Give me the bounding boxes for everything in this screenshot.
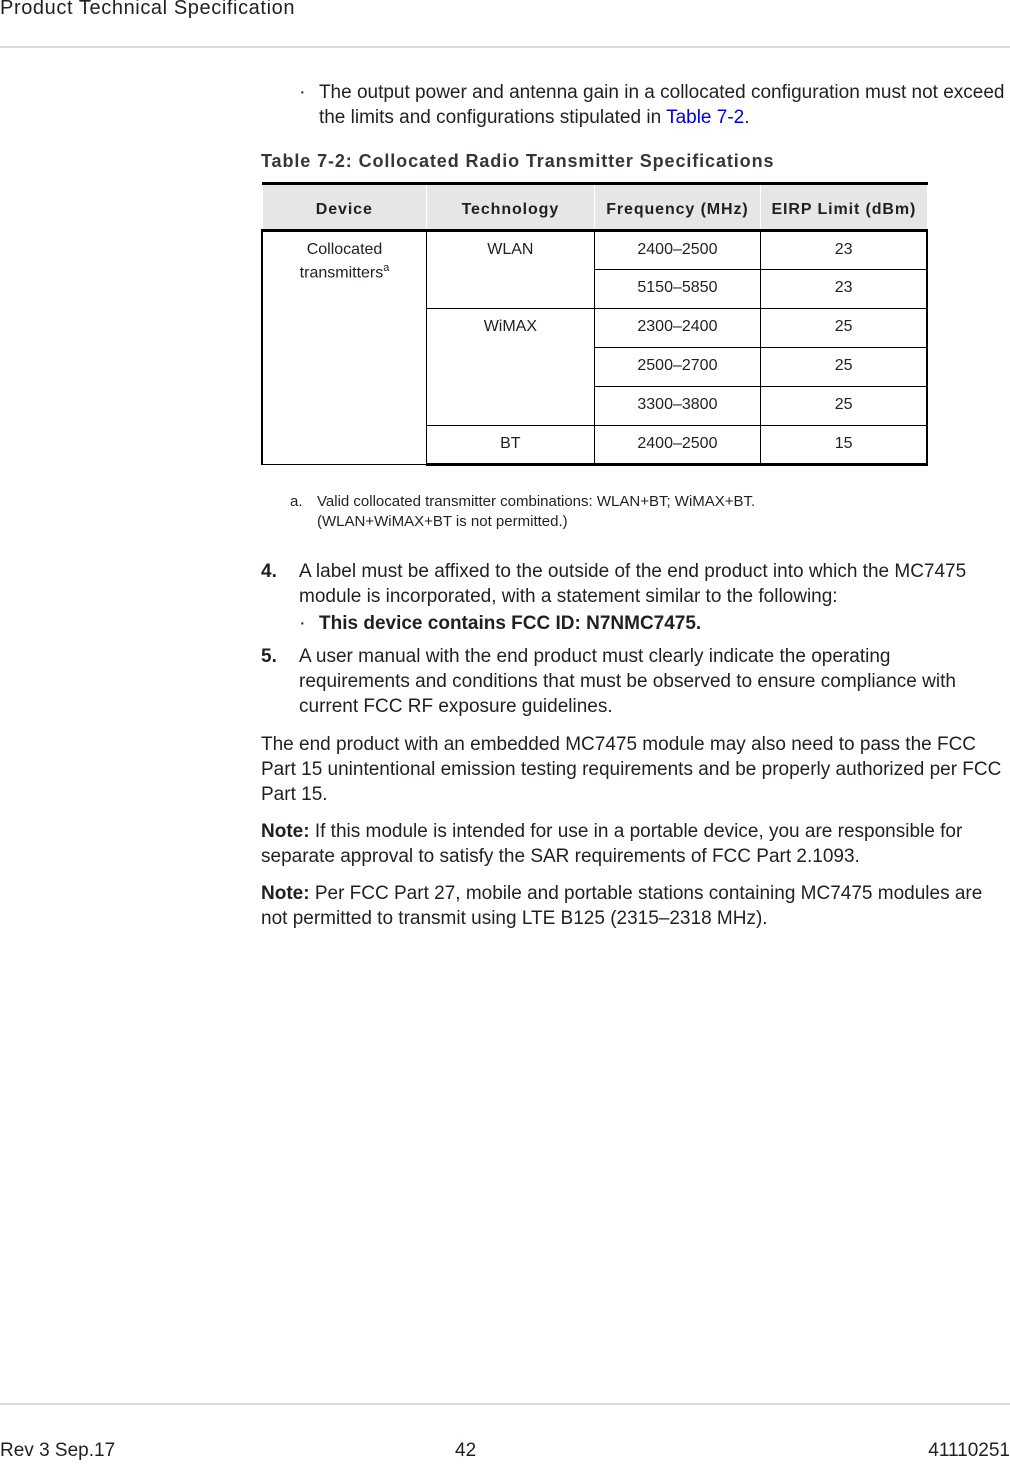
note-label: Note: — [261, 883, 310, 904]
eirp-cell: 15 — [761, 426, 927, 465]
step-number: 5. — [261, 646, 277, 667]
fcc-id-statement: This device contains FCC ID: N7NMC7475. — [319, 613, 702, 634]
header-eirp-limit: EIRP Limit (dBm) — [761, 184, 927, 231]
step-5 — [261, 644, 1004, 719]
freq-cell: 5150–5850 — [594, 270, 761, 309]
intro-bullet — [297, 80, 1007, 130]
header-frequency: Frequency (MHz) — [594, 184, 761, 231]
footer-page-number: 42 — [455, 1440, 477, 1461]
note-lte-b125 — [261, 881, 1006, 931]
note-text: Per FCC Part 27, mobile and portable stations containing MC7475 modules are not permitted to transmit using LTE B125 (2315–2318 MHz). — [261, 883, 983, 929]
freq-cell: 2500–2700 — [594, 348, 761, 387]
intro-bullet-text: The output power and antenna gain in a collocated configuration must not exceed the limits and configurations stipulated in Table 7-2. — [318, 82, 1005, 128]
footer-document-number: 41110251 — [928, 1440, 1010, 1461]
step-text: A label must be affixed to the outside of the end product into which the MC7475 module is incorporated, with a statement similar to the following: — [299, 561, 967, 607]
step-text: A user manual with the end product must clearly indicate the operating requirements and conditions that must be observed to ensure compliance with current FCC RF exposure guidelines. — [299, 646, 956, 717]
freq-cell: 2400–2500 — [594, 426, 761, 465]
footnote-marker: a — [383, 262, 390, 274]
footer-divider — [0, 1403, 1010, 1405]
table-header-row — [262, 184, 927, 231]
footnote-line-2: (WLAN+WiMAX+BT is not permitted.) — [317, 513, 568, 530]
footnote-label: a. — [290, 493, 303, 510]
header-divider — [0, 46, 1010, 48]
eirp-cell: 23 — [761, 270, 927, 309]
freq-cell: 2300–2400 — [594, 309, 761, 348]
table-caption: Table 7-2: Collocated Radio Transmitter Specifications — [261, 151, 775, 171]
technology-bt: BT — [427, 426, 595, 465]
eirp-cell: 25 — [761, 387, 927, 426]
page-header-title: Product Technical Specification — [0, 0, 296, 19]
freq-cell: 2400–2500 — [594, 231, 761, 270]
fcc-part15-paragraph: The end product with an embedded MC7475 module may also need to pass the FCC Part 15 unintentional emission testing requirements and be properly authorized per FCC Part 15. — [261, 734, 1002, 805]
collocated-transmitter-table — [261, 182, 928, 466]
bullet-glyph: · — [299, 81, 306, 103]
eirp-cell: 25 — [761, 348, 927, 387]
header-device: Device — [262, 184, 427, 231]
eirp-cell: 23 — [761, 231, 927, 270]
step-4 — [261, 559, 1004, 609]
footnote-line-1: Valid collocated transmitter combinations: WLAN+BT; WiMAX+BT. — [317, 493, 756, 510]
fcc-id-bullet — [297, 611, 997, 636]
table-7-2-link[interactable]: Table 7-2 — [666, 107, 745, 128]
technology-wlan: WLAN — [427, 231, 595, 309]
eirp-cell: 25 — [761, 309, 927, 348]
device-cell: Collocated transmitters$^a$ — [262, 231, 427, 465]
step-number: 4. — [261, 561, 277, 582]
footer-revision: Rev 3 Sep.17 — [0, 1440, 116, 1461]
technology-wimax: WiMAX — [427, 309, 595, 426]
header-technology: Technology — [427, 184, 595, 231]
note-label: Note: — [261, 821, 310, 842]
freq-cell: 3300–3800 — [594, 387, 761, 426]
note-text: If this module is intended for use in a portable device, you are responsible for separate approval to satisfy the SAR requirements of FCC Part 2.1093. — [261, 821, 963, 867]
note-sar — [261, 819, 1006, 869]
table-row — [262, 231, 927, 270]
bullet-glyph: · — [299, 612, 306, 634]
